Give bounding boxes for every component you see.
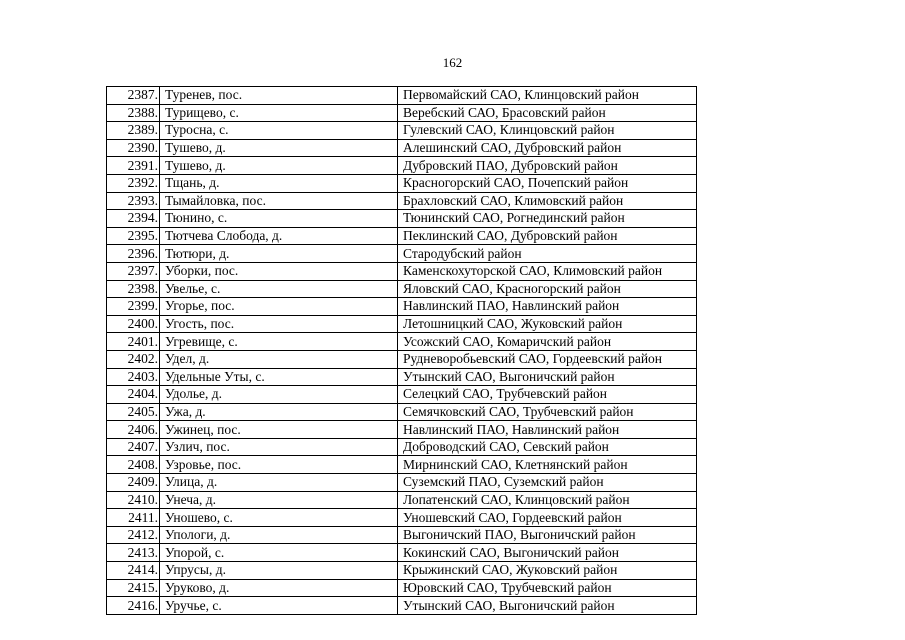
- settlement-name-cell: Тушево, д.: [160, 139, 398, 157]
- administrative-unit-cell: Летошницкий САО, Жуковский район: [398, 315, 697, 333]
- row-number-cell: 2400.: [107, 315, 160, 333]
- settlement-name-cell: Туросна, с.: [160, 122, 398, 140]
- table-row: [107, 491, 697, 509]
- administrative-unit-cell: Уношевский САО, Гордеевский район: [398, 509, 697, 527]
- row-number-cell: 2396.: [107, 245, 160, 263]
- administrative-unit-cell: Утынский САО, Выгоничский район: [398, 368, 697, 386]
- page-number: 162: [442, 55, 463, 70]
- administrative-unit-cell: Мирнинский САО, Клетнянский район: [398, 456, 697, 474]
- table-row: [107, 403, 697, 421]
- settlements-table: [106, 86, 697, 615]
- table-row: [107, 526, 697, 544]
- settlement-name-cell: Унеча, д.: [160, 491, 398, 509]
- settlement-name-cell: Тютчева Слобода, д.: [160, 227, 398, 245]
- administrative-unit-cell: Суземский ПАО, Суземский район: [398, 474, 697, 492]
- administrative-unit-cell: Дубровский ПАО, Дубровский район: [398, 157, 697, 175]
- table-row: [107, 438, 697, 456]
- row-number-cell: 2414.: [107, 562, 160, 580]
- settlement-name-cell: Уношево, с.: [160, 509, 398, 527]
- administrative-unit-cell: Доброводский САО, Севский район: [398, 438, 697, 456]
- table-row: [107, 350, 697, 368]
- row-number-cell: 2387.: [107, 87, 160, 105]
- settlement-name-cell: Узровье, пос.: [160, 456, 398, 474]
- table-row: [107, 122, 697, 140]
- row-number-cell: 2388.: [107, 104, 160, 122]
- row-number-cell: 2402.: [107, 350, 160, 368]
- settlement-name-cell: Тушево, д.: [160, 157, 398, 175]
- settlement-name-cell: Угость, пос.: [160, 315, 398, 333]
- settlement-name-cell: Ужа, д.: [160, 403, 398, 421]
- row-number-cell: 2392.: [107, 174, 160, 192]
- settlement-name-cell: Упорой, с.: [160, 544, 398, 562]
- table-row: [107, 597, 697, 615]
- administrative-unit-cell: Выгоничский ПАО, Выгоничский район: [398, 526, 697, 544]
- table-row: [107, 421, 697, 439]
- administrative-unit-cell: Лопатенский САО, Клинцовский район: [398, 491, 697, 509]
- settlement-name-cell: Узлич, пос.: [160, 438, 398, 456]
- table-row: [107, 139, 697, 157]
- administrative-unit-cell: Каменскохуторской САО, Климовский район: [398, 262, 697, 280]
- administrative-unit-cell: Первомайский САО, Клинцовский район: [398, 87, 697, 105]
- row-number-cell: 2412.: [107, 526, 160, 544]
- row-number-cell: 2389.: [107, 122, 160, 140]
- table-row: [107, 262, 697, 280]
- settlement-name-cell: Уручье, с.: [160, 597, 398, 615]
- table-row: [107, 104, 697, 122]
- administrative-unit-cell: Стародубский район: [398, 245, 697, 263]
- settlement-name-cell: Упрусы, д.: [160, 562, 398, 580]
- table-row: [107, 544, 697, 562]
- table-row: [107, 579, 697, 597]
- settlement-name-cell: Туренев, пос.: [160, 87, 398, 105]
- administrative-unit-cell: Усожский САО, Комаричский район: [398, 333, 697, 351]
- settlement-name-cell: Упологи, д.: [160, 526, 398, 544]
- administrative-unit-cell: Красногорский САО, Почепский район: [398, 174, 697, 192]
- administrative-unit-cell: Алешинский САО, Дубровский район: [398, 139, 697, 157]
- row-number-cell: 2405.: [107, 403, 160, 421]
- administrative-unit-cell: Семячковский САО, Трубчевский район: [398, 403, 697, 421]
- settlement-name-cell: Увелье, с.: [160, 280, 398, 298]
- settlement-name-cell: Удолье, д.: [160, 386, 398, 404]
- row-number-cell: 2399.: [107, 298, 160, 316]
- row-number-cell: 2394.: [107, 210, 160, 228]
- table-row: [107, 333, 697, 351]
- row-number-cell: 2416.: [107, 597, 160, 615]
- settlement-name-cell: Удельные Уты, с.: [160, 368, 398, 386]
- table-row: [107, 386, 697, 404]
- table-row: [107, 474, 697, 492]
- settlement-name-cell: Тютюри, д.: [160, 245, 398, 263]
- row-number-cell: 2413.: [107, 544, 160, 562]
- table-row: [107, 509, 697, 527]
- table-row: [107, 562, 697, 580]
- table-row: [107, 368, 697, 386]
- administrative-unit-cell: Брахловский САО, Климовский район: [398, 192, 697, 210]
- settlement-name-cell: Удел, д.: [160, 350, 398, 368]
- row-number-cell: 2393.: [107, 192, 160, 210]
- administrative-unit-cell: Кокинский САО, Выгоничский район: [398, 544, 697, 562]
- row-number-cell: 2407.: [107, 438, 160, 456]
- table-row: [107, 174, 697, 192]
- settlement-name-cell: Уруково, д.: [160, 579, 398, 597]
- administrative-unit-cell: Пеклинский САО, Дубровский район: [398, 227, 697, 245]
- row-number-cell: 2397.: [107, 262, 160, 280]
- administrative-unit-cell: Рудневоробьевский САО, Гордеевский район: [398, 350, 697, 368]
- table-row: [107, 227, 697, 245]
- table-row: [107, 210, 697, 228]
- row-number-cell: 2406.: [107, 421, 160, 439]
- row-number-cell: 2391.: [107, 157, 160, 175]
- settlement-name-cell: Ужинец, пос.: [160, 421, 398, 439]
- row-number-cell: 2390.: [107, 139, 160, 157]
- administrative-unit-cell: Навлинский ПАО, Навлинский район: [398, 298, 697, 316]
- table-row: [107, 192, 697, 210]
- row-number-cell: 2408.: [107, 456, 160, 474]
- table-row: [107, 157, 697, 175]
- settlement-name-cell: Уборки, пос.: [160, 262, 398, 280]
- table-row: [107, 245, 697, 263]
- row-number-cell: 2409.: [107, 474, 160, 492]
- table-row: [107, 87, 697, 105]
- table-row: [107, 298, 697, 316]
- settlement-name-cell: Тщань, д.: [160, 174, 398, 192]
- administrative-unit-cell: Тюнинский САО, Рогнединский район: [398, 210, 697, 228]
- administrative-unit-cell: Навлинский ПАО, Навлинский район: [398, 421, 697, 439]
- administrative-unit-cell: Крыжинский САО, Жуковский район: [398, 562, 697, 580]
- administrative-unit-cell: Селецкий САО, Трубчевский район: [398, 386, 697, 404]
- administrative-unit-cell: Яловский САО, Красногорский район: [398, 280, 697, 298]
- settlement-name-cell: Улица, д.: [160, 474, 398, 492]
- row-number-cell: 2411.: [107, 509, 160, 527]
- row-number-cell: 2401.: [107, 333, 160, 351]
- administrative-unit-cell: Утынский САО, Выгоничский район: [398, 597, 697, 615]
- row-number-cell: 2410.: [107, 491, 160, 509]
- table-row: [107, 280, 697, 298]
- table-row: [107, 456, 697, 474]
- administrative-unit-cell: Гулевский САО, Клинцовский район: [398, 122, 697, 140]
- settlement-name-cell: Тымайловка, пос.: [160, 192, 398, 210]
- row-number-cell: 2403.: [107, 368, 160, 386]
- settlement-name-cell: Угорье, пос.: [160, 298, 398, 316]
- settlement-name-cell: Тюнино, с.: [160, 210, 398, 228]
- settlement-name-cell: Угревище, с.: [160, 333, 398, 351]
- row-number-cell: 2404.: [107, 386, 160, 404]
- row-number-cell: 2415.: [107, 579, 160, 597]
- row-number-cell: 2395.: [107, 227, 160, 245]
- administrative-unit-cell: Веребский САО, Брасовский район: [398, 104, 697, 122]
- settlement-name-cell: Турищево, с.: [160, 104, 398, 122]
- administrative-unit-cell: Юровский САО, Трубчевский район: [398, 579, 697, 597]
- table-body: [107, 87, 697, 615]
- row-number-cell: 2398.: [107, 280, 160, 298]
- table-row: [107, 315, 697, 333]
